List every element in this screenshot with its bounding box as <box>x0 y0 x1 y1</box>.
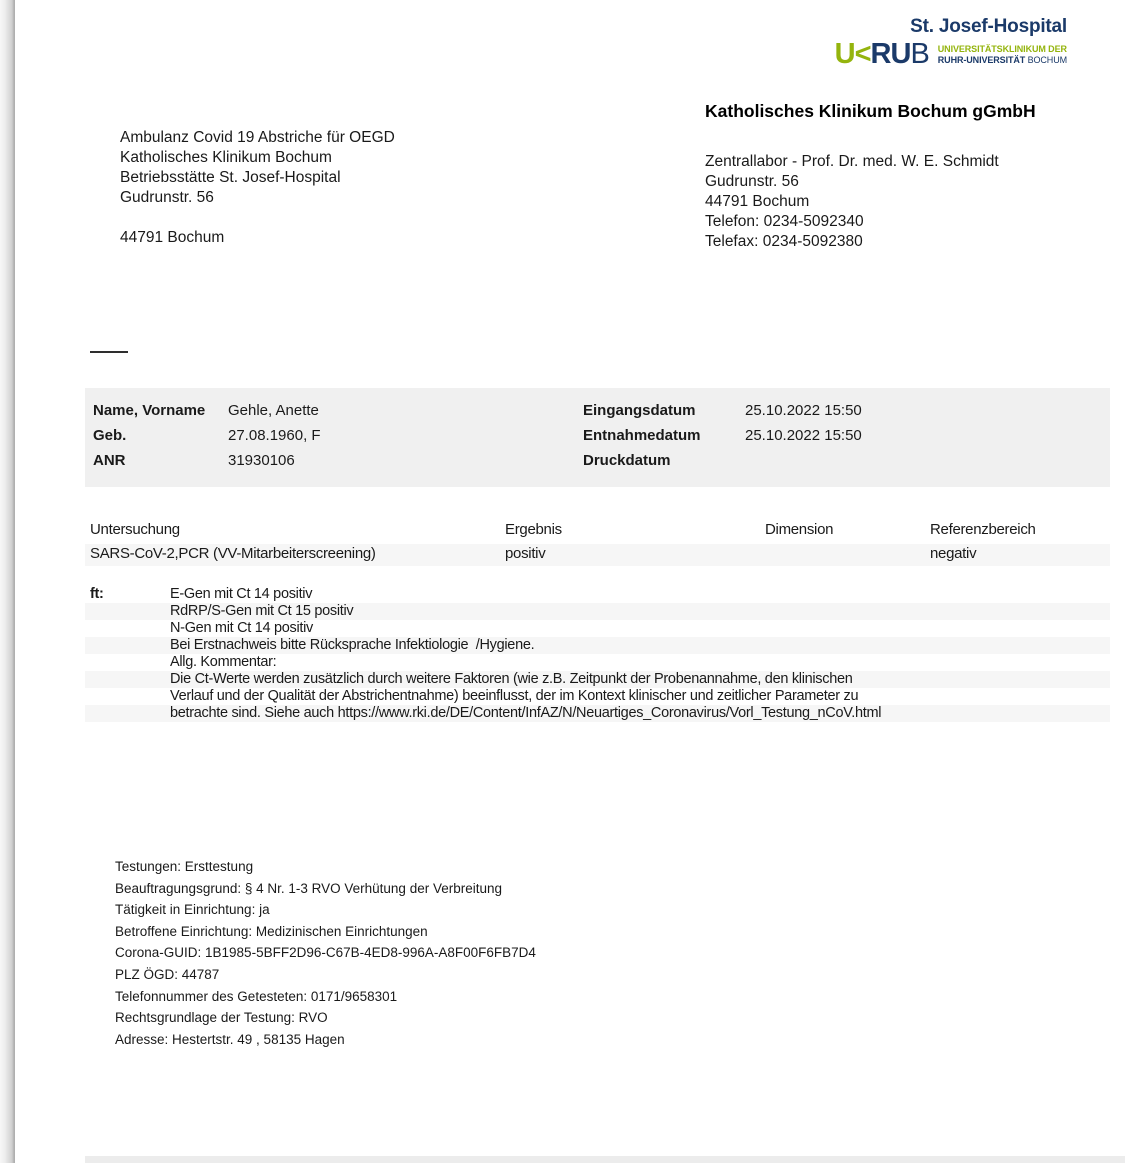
comment-line <box>85 637 1110 654</box>
order-detail-line: PLZ ÖGD: 44787 <box>115 966 220 982</box>
order-detail-line: Rechtsgrundlage der Testung: RVO <box>115 1010 328 1026</box>
patient-name-label: Name, Vorname <box>93 402 206 419</box>
ukrub-logo <box>834 38 1067 70</box>
comment-text: RdRP/S-Gen mit Ct 15 positiv <box>170 603 354 619</box>
logo-subline2 <box>938 55 1067 66</box>
comment-text: E-Gen mit Ct 14 positiv <box>170 586 313 602</box>
sender-line: Betriebsstätte St. Josef-Hospital <box>120 169 341 186</box>
comment-text: Bei Erstnachweis bitte Rücksprache Infektiologie /Hygiene. <box>170 637 535 653</box>
logo-subline2-rest: BOCHUM <box>1025 54 1067 65</box>
order-detail-line: Beauftragungsgrund: § 4 Nr. 1-3 RVO Verhütung der Verbreitung <box>115 880 503 896</box>
logo-subline2-bold: RUHR-UNIVERSITÄT <box>937 54 1026 65</box>
print-date-label: Druckdatum <box>583 452 671 469</box>
lab-line: Telefax: 0234-5092380 <box>705 233 863 250</box>
logo-subline1: UNIVERSITÄTSKLINIKUM DER <box>937 44 1067 54</box>
page-edge-shadow <box>0 0 15 1163</box>
logo-uk: U< <box>834 38 871 70</box>
comment-line <box>85 705 1110 722</box>
lab-line: Telefon: 0234-5092340 <box>705 213 864 230</box>
received-date-value: 25.10.2022 15:50 <box>745 402 862 419</box>
sender-city: 44791 Bochum <box>120 229 225 246</box>
col-referenzbereich: Referenzbereich <box>930 521 1036 538</box>
comment-text: N-Gen mit Ct 14 positiv <box>170 620 313 636</box>
comment-text: Die Ct-Werte werden zusätzlich durch weitere Faktoren (wie z.B. Zeitpunkt der Probenannahme, den klinischen <box>170 671 853 687</box>
result-value: positiv <box>505 545 546 562</box>
patient-birth-value: 27.08.1960, F <box>228 427 321 444</box>
lab-address-block <box>705 152 999 252</box>
logo-ru: RU <box>870 38 911 70</box>
col-ergebnis: Ergebnis <box>505 521 562 538</box>
ft-label: ft: <box>90 586 104 602</box>
collected-date-value: 25.10.2022 15:50 <box>745 427 862 444</box>
order-detail-line: Corona-GUID: 1B1985-5BFF2D96-C67B-4ED8-996A-A8F00F6FB7D4 <box>115 945 536 961</box>
received-date-label: Eingangsdatum <box>583 402 696 419</box>
order-details-block <box>115 856 536 1050</box>
ukrub-wordmark-icon <box>834 38 929 70</box>
logo-b: B <box>910 38 929 70</box>
patient-anr-label: ANR <box>93 452 126 469</box>
order-detail-line: Testungen: Ersttestung <box>115 859 254 874</box>
bottom-page-strip <box>85 1156 1125 1163</box>
comment-line <box>85 603 1110 620</box>
result-reference: negativ <box>930 545 977 562</box>
patient-anr-value: 31930106 <box>228 452 295 469</box>
comment-line <box>85 671 1110 688</box>
comment-line <box>85 654 1110 671</box>
lab-line: 44791 Bochum <box>705 193 810 210</box>
lab-line: Gudrunstr. 56 <box>705 173 799 190</box>
hospital-title: St. Josef-Hospital <box>910 16 1067 37</box>
comment-line <box>85 586 1110 603</box>
patient-name-value: Gehle, Anette <box>228 402 319 419</box>
comment-text: betrachte sind. Siehe auch https://www.rki.de/DE/Content/InfAZ/N/Neuartiges_Coronavirus/Vorl_Testung_nCoV.html <box>170 705 882 721</box>
patient-birth-label: Geb. <box>93 427 127 444</box>
comment-line <box>85 620 1110 637</box>
order-detail-line: Tätigkeit in Einrichtung: ja <box>115 902 270 918</box>
org-title: Katholisches Klinikum Bochum gGmbH <box>705 101 1036 121</box>
result-row <box>85 544 1110 566</box>
collected-date-label: Entnahmedatum <box>583 427 701 444</box>
order-detail-line: Adresse: Hestertstr. 49 , 58135 Hagen <box>115 1031 345 1047</box>
col-dimension: Dimension <box>765 521 834 538</box>
comment-line <box>85 688 1110 705</box>
col-untersuchung: Untersuchung <box>90 521 180 538</box>
ukrub-logo-subtext <box>938 44 1067 68</box>
result-test: SARS-CoV-2,PCR (VV-Mitarbeiterscreening) <box>90 545 376 562</box>
sender-line: Ambulanz Covid 19 Abstriche für OEGD <box>120 129 395 146</box>
sender-address-block <box>120 128 395 248</box>
sender-line: Katholisches Klinikum Bochum <box>120 149 332 166</box>
order-detail-line: Betroffene Einrichtung: Medizinischen Einrichtungen <box>115 923 428 939</box>
sender-line: Gudrunstr. 56 <box>120 189 214 206</box>
order-detail-line: Telefonnummer des Getesteten: 0171/9658301 <box>115 988 398 1004</box>
comment-text: Verlauf und der Qualität der Abstrichentnahme) beeinflusst, der im Kontext klinischer und zeitlicher Parameter zu <box>170 688 859 704</box>
comment-text: Allg. Kommentar: <box>170 654 277 670</box>
comments-block <box>85 586 1110 722</box>
lab-line: Zentrallabor - Prof. Dr. med. W. E. Schmidt <box>705 153 999 170</box>
fold-mark <box>90 351 128 353</box>
patient-info-box <box>85 388 1110 487</box>
